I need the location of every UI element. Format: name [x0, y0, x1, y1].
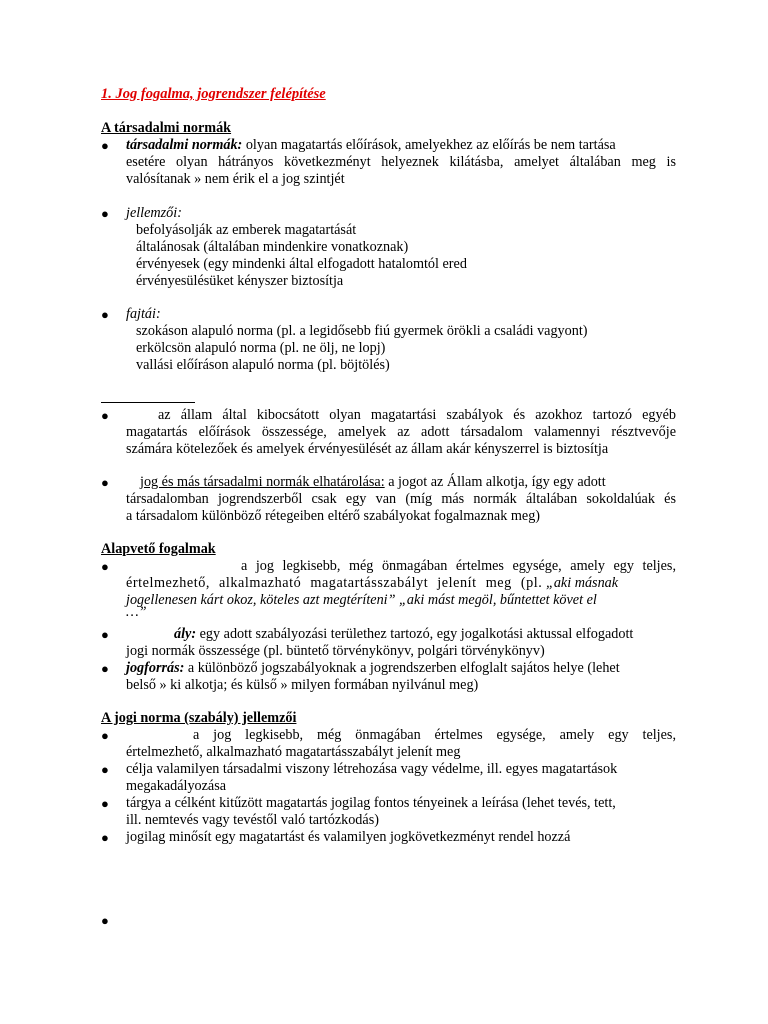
bullet-icon: ●: [101, 138, 109, 153]
text-line: ill. nemtevés vagy tevéstől való tartózkodás): [126, 812, 379, 828]
label-types: fajtái:: [126, 306, 161, 322]
text-line: megakadályozása: [126, 778, 227, 794]
bullet-icon: ●: [101, 206, 109, 221]
text-line: esetére olyan hátrányos következményt helyeznek kilátásba, amelyet általában meg is: [126, 154, 676, 170]
bullet-icon: ●: [101, 475, 109, 490]
document-title: 1. Jog fogalma, jogrendszer felépítése: [101, 86, 326, 102]
section-heading-legal-norm: A jogi norma (szabály) jellemzői: [101, 710, 297, 726]
bullet-icon: ●: [101, 830, 109, 845]
quote-line: …”: [126, 604, 147, 620]
list-item: szokáson alapuló norma (pl. a legidősebb fiú gyermek örökli a családi vagyont): [136, 323, 588, 339]
text-line: magatartás előírások összessége, amelyek az adott társadalom valamennyi résztvevője: [126, 424, 676, 440]
bullet-icon: ●: [101, 762, 109, 777]
list-item: érvényesek (egy mindenki által elfogadott hatalomtól ered: [136, 256, 467, 272]
bullet-statute: ály: egy adott szabályozási területhez tartozó, egy jogalkotási aktussal elfogadott: [174, 626, 634, 642]
bullet-icon: ●: [101, 408, 109, 423]
text-line: a jog legkisebb, még önmagában értelmes egysége, amely egy teljes,: [193, 727, 676, 743]
bullet-source-of-law: jogforrás: a különböző jogszabályoknak a jogrendszerben elfoglalt sajátos helye (lehet: [126, 660, 620, 676]
text-line: értelmezhető, alkalmazható magatartásszabályt jelenít meg (pl. „aki másnak: [126, 575, 619, 591]
heading-underline-rule: [101, 402, 195, 403]
text-line: a jog legkisebb, még önmagában értelmes egysége, amely egy teljes,: [241, 558, 676, 574]
bullet-icon: ●: [101, 796, 109, 811]
bullet-icon: ●: [101, 307, 109, 322]
bullet-icon: ●: [101, 728, 109, 743]
list-item: erkölcsön alapuló norma (pl. ne ölj, ne lopj): [136, 340, 386, 356]
section-heading-social-norms: A társadalmi normák: [101, 120, 232, 136]
label-characteristics: jellemzői:: [126, 205, 182, 221]
text-line: belső » ki alkotja; és külső » milyen formában nyilvánul meg): [126, 677, 479, 693]
text-line: jogi normák összessége (pl. büntető törvénykönyv, polgári törvénykönyv): [126, 643, 545, 659]
text-line: az állam által kibocsátott olyan magatartási szabályok és azokhoz tartozó egyéb: [158, 407, 676, 423]
section-heading-basic-concepts: Alapvető fogalmak: [101, 541, 216, 557]
bullet-social-norms-definition: társadalmi normák: olyan magatartás előírások, amelyekhez az előírás be nem tartása: [126, 137, 616, 153]
list-item: vallási előíráson alapuló norma (pl. böjtölés): [136, 357, 390, 373]
text-line: valósítanak » nem érik el a jog szintjét: [126, 171, 345, 187]
text-line: társadalomban jogrendszerből csak egy van (míg más normák általában sokoldalúak és: [126, 491, 676, 507]
bullet-law-vs-norms: jog és más társadalmi normák elhatárolása: a jogot az Állam alkotja, így egy adott: [140, 474, 606, 490]
text-line: értelmezhető, alkalmazható magatartásszabályt jelenít meg: [126, 744, 461, 760]
list-item: befolyásolják az emberek magatartását: [136, 222, 357, 238]
bullet-icon: ●: [101, 627, 109, 642]
text-line: a társadalom különböző rétegeiben eltérő szabályokat fogalmaznak meg): [126, 508, 541, 524]
text-line: tárgya a célként kitűzött magatartás jogilag fontos tényeinek a leírása (lehet tevés, tett,: [126, 795, 616, 811]
bullet-icon: ●: [101, 559, 109, 574]
quote-line: jogellenesen kárt okoz, köteles azt megtéríteni” „aki mást megöl, bűntettet követ el: [126, 592, 597, 608]
text-line: számára kötelezőek és amelyek érvényesülését az állam akár kényszerrel is biztosítja: [126, 441, 609, 457]
text-line: célja valamilyen társadalmi viszony létrehozása vagy védelme, ill. egyes magatartások: [126, 761, 618, 777]
list-item: általánosak (általában mindenkire vonatkoznak): [136, 239, 409, 255]
list-item: érvényesülésüket kényszer biztosítja: [136, 273, 344, 289]
text-line: jogilag minősít egy magatartást és valamilyen jogkövetkezményt rendel hozzá: [126, 829, 571, 845]
bullet-icon: ●: [101, 661, 109, 676]
bullet-icon: ●: [101, 913, 109, 928]
